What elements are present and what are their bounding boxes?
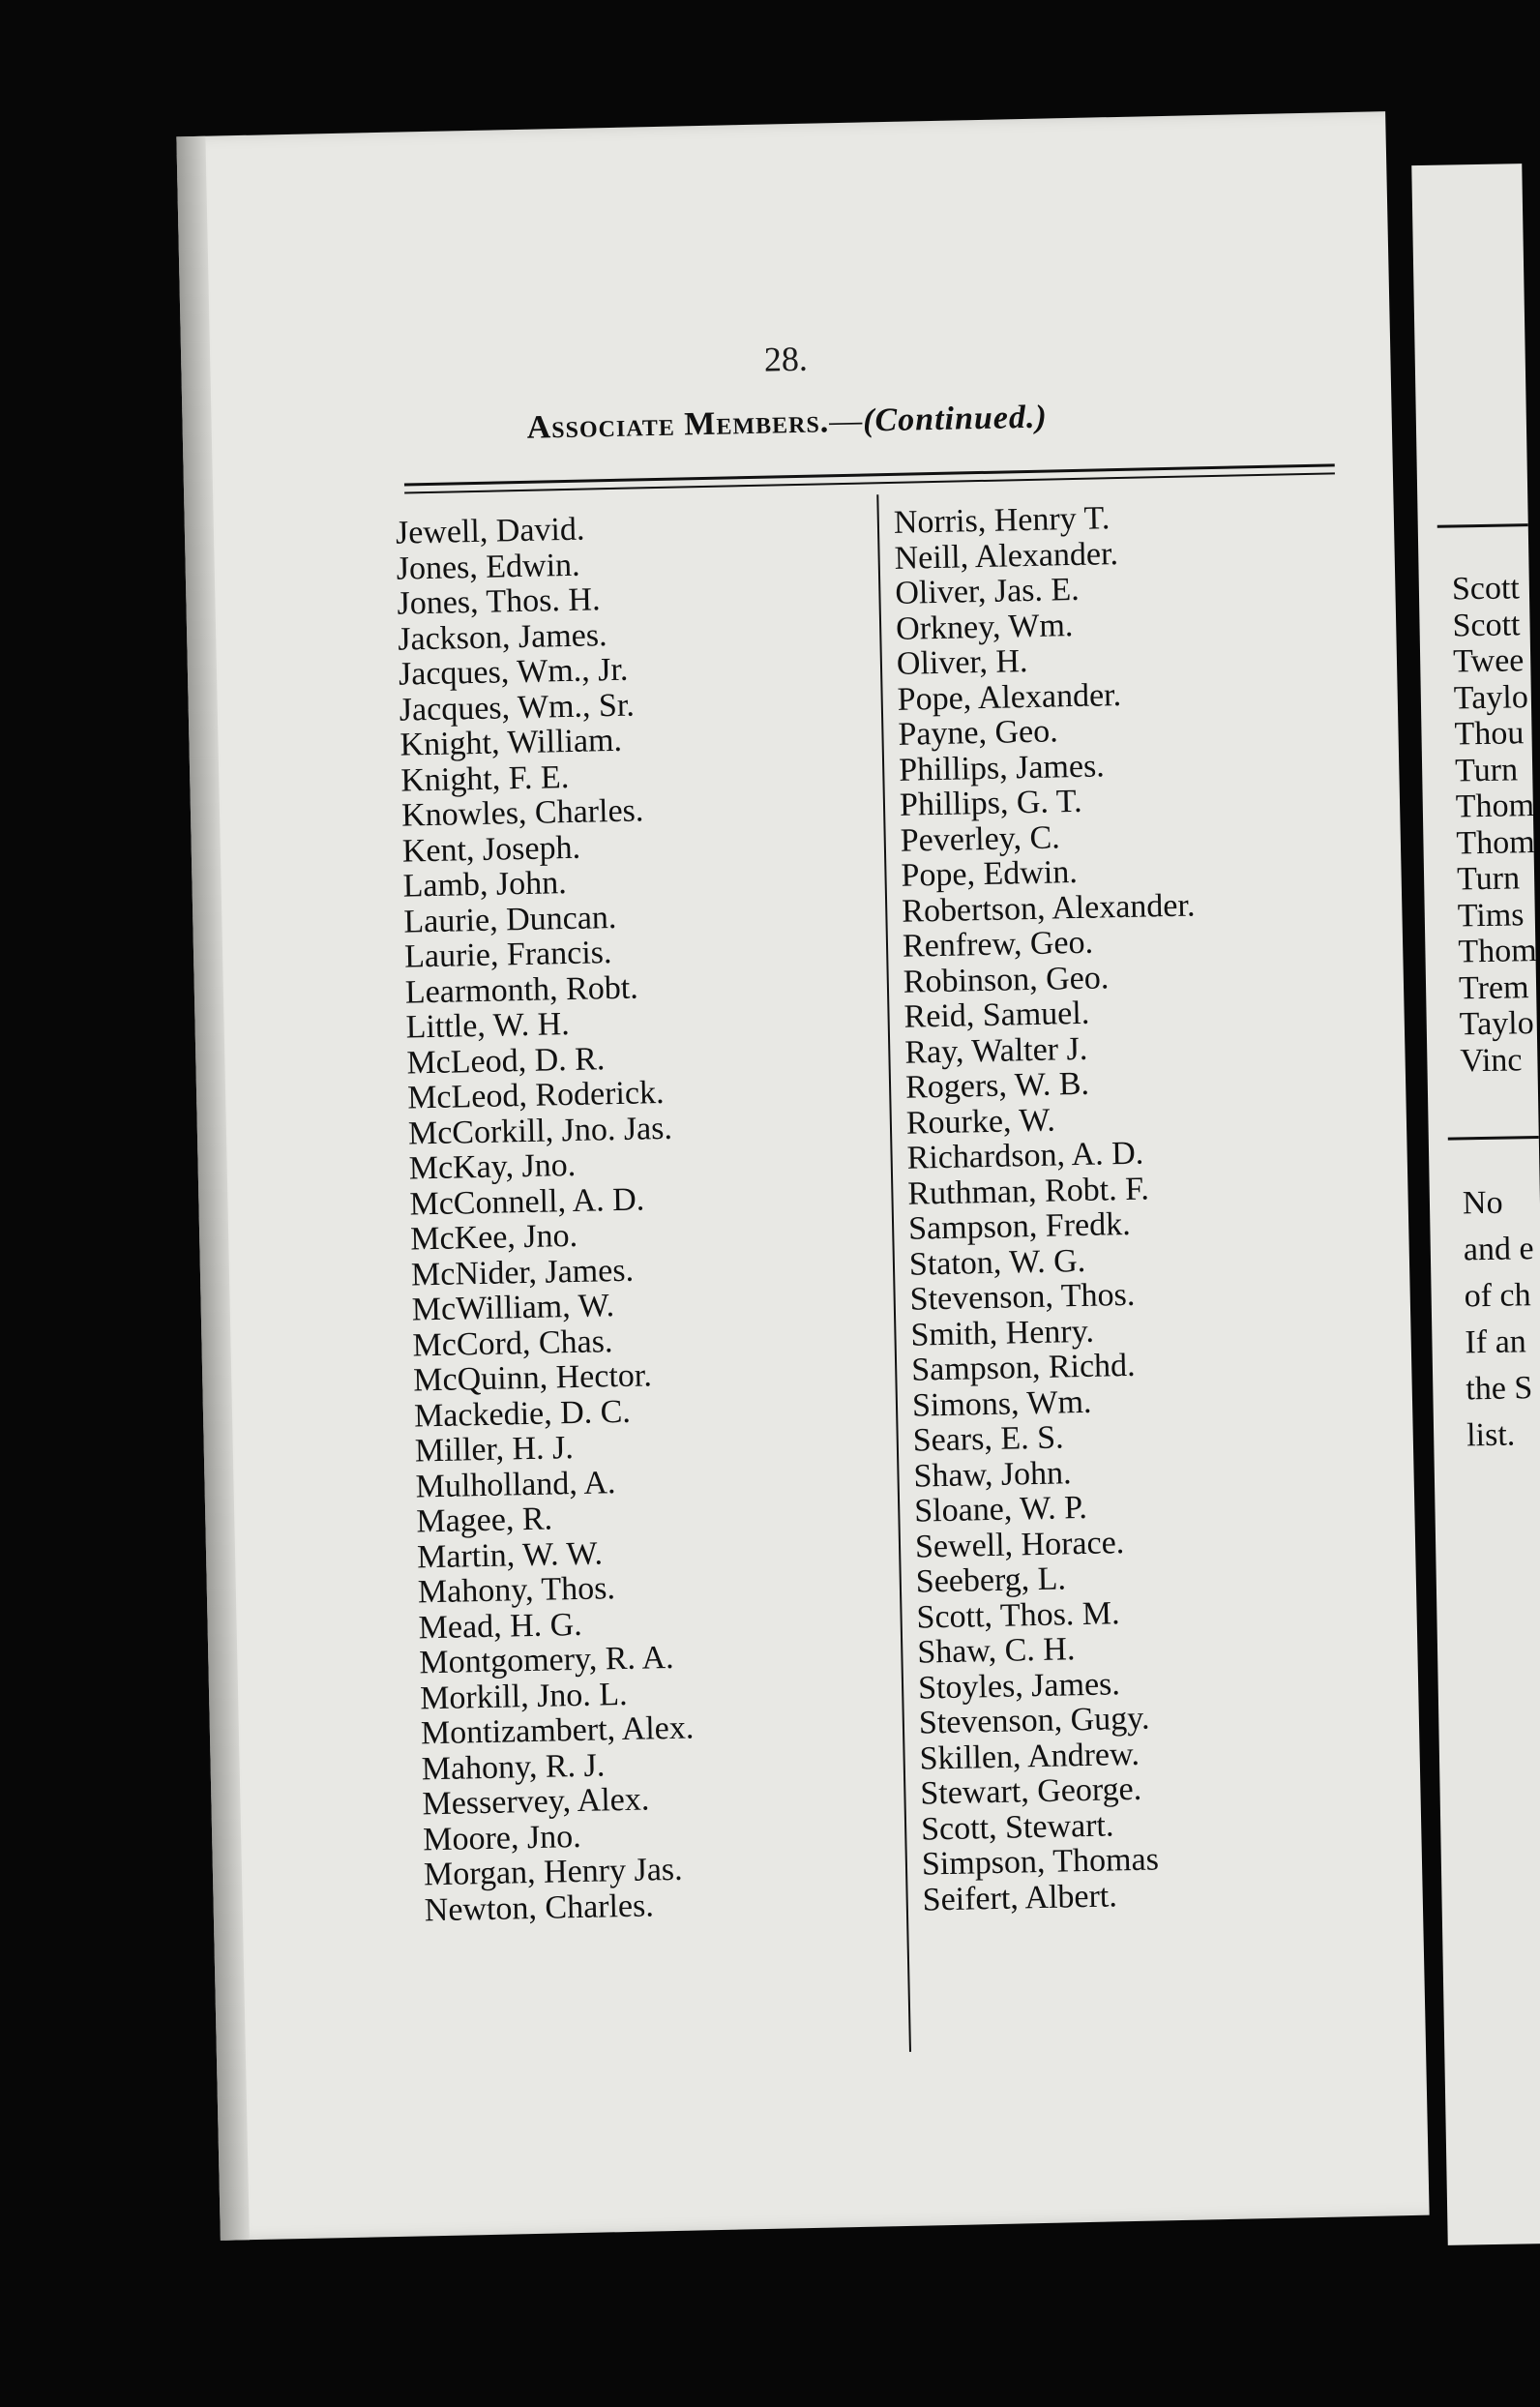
member-name: Shaw, John. bbox=[913, 1454, 1072, 1495]
member-name: Montizambert, Alex. bbox=[420, 1709, 695, 1752]
member-name: Stevenson, Gugy. bbox=[918, 1700, 1150, 1741]
member-name: Phillips, James. bbox=[898, 747, 1106, 788]
adjacent-page-fragment bbox=[1411, 163, 1540, 2245]
adjacent-list-item: Taylo bbox=[1453, 678, 1529, 716]
adjacent-list-item: Turn bbox=[1454, 751, 1519, 788]
adjacent-heading-rule bbox=[1437, 523, 1528, 528]
member-name: Payne, Geo. bbox=[898, 713, 1059, 753]
member-name: McKay, Jno. bbox=[408, 1146, 577, 1187]
member-name: Messervey, Alex. bbox=[422, 1781, 650, 1823]
member-name: Jacques, Wm., Jr. bbox=[398, 651, 629, 693]
member-name: Stoyles, James. bbox=[917, 1665, 1121, 1707]
member-name: Knowles, Charles. bbox=[400, 792, 644, 834]
section-heading bbox=[182, 392, 1392, 454]
member-name: Oliver, Jas. E. bbox=[895, 571, 1081, 611]
member-list-right bbox=[894, 500, 1217, 1918]
adjacent-section-rule bbox=[1448, 1136, 1539, 1141]
member-name: Pope, Alexander. bbox=[897, 676, 1122, 718]
adjacent-note-line: and e bbox=[1463, 1231, 1534, 1268]
member-name: Oliver, H. bbox=[896, 643, 1028, 682]
adjacent-list-item: Turn bbox=[1456, 860, 1521, 898]
member-name: Stevenson, Thos. bbox=[909, 1276, 1136, 1318]
member-name: McConnell, A. D. bbox=[409, 1180, 645, 1223]
heading-continued: (Continued.) bbox=[862, 399, 1049, 439]
member-name: Mead, H. G. bbox=[418, 1606, 583, 1646]
adjacent-name-list bbox=[1452, 570, 1539, 1079]
member-name: Laurie, Duncan. bbox=[403, 899, 617, 940]
adjacent-list-item: Thom bbox=[1455, 787, 1535, 825]
adjacent-note-line: of ch bbox=[1464, 1277, 1531, 1315]
member-name: Simpson, Thomas bbox=[921, 1841, 1160, 1883]
member-name: Seifert, Albert. bbox=[922, 1877, 1118, 1918]
member-name: Pope, Edwin. bbox=[901, 853, 1079, 894]
member-name: McLeod, D. R. bbox=[406, 1040, 606, 1082]
member-name: McKee, Jno. bbox=[409, 1217, 578, 1258]
member-name: Robinson, Geo. bbox=[903, 959, 1110, 1000]
member-name: McNider, James. bbox=[410, 1252, 635, 1293]
member-name: Laurie, Francis. bbox=[403, 935, 612, 975]
member-name: Robertson, Alexander. bbox=[901, 886, 1196, 930]
member-name: Sampson, Fredk. bbox=[907, 1205, 1132, 1247]
member-name: Scott, Thos. M. bbox=[916, 1594, 1120, 1636]
adjacent-list-item: Vinc bbox=[1460, 1041, 1523, 1079]
member-name: Staton, W. G. bbox=[908, 1242, 1086, 1283]
member-name: Jackson, James. bbox=[397, 616, 607, 658]
adjacent-note-line: If an bbox=[1465, 1323, 1527, 1361]
member-name: Jones, Edwin. bbox=[396, 547, 580, 587]
member-name: Richardson, A. D. bbox=[906, 1135, 1144, 1176]
member-name: Miller, H. J. bbox=[414, 1430, 575, 1470]
member-name: Learmonth, Robt. bbox=[404, 969, 639, 1011]
member-name: McCorkill, Jno. Jas. bbox=[407, 1110, 673, 1152]
adjacent-list-item: Tims bbox=[1457, 896, 1525, 934]
member-name: Ruthman, Robt. F. bbox=[907, 1171, 1150, 1212]
member-name: Rogers, W. B. bbox=[904, 1065, 1090, 1106]
member-name: Phillips, G. T. bbox=[899, 783, 1082, 823]
member-name: Renfrew, Geo. bbox=[902, 924, 1094, 965]
member-name: Shaw, C. H. bbox=[916, 1631, 1076, 1671]
member-name: Newton, Charles. bbox=[424, 1887, 655, 1928]
member-list-left bbox=[396, 511, 698, 1929]
adjacent-list-item: Scott bbox=[1451, 570, 1521, 608]
member-name: Sampson, Richd. bbox=[910, 1347, 1136, 1388]
member-name: Magee, R. bbox=[416, 1501, 553, 1540]
member-name: Orkney, Wm. bbox=[895, 607, 1074, 647]
member-name: McQuinn, Hector. bbox=[412, 1357, 653, 1399]
adjacent-list-item: Trem bbox=[1458, 968, 1529, 1006]
adjacent-note-line: No bbox=[1462, 1184, 1503, 1222]
member-name: Morgan, Henry Jas. bbox=[423, 1851, 683, 1893]
member-name: Mulholland, A. bbox=[415, 1464, 616, 1504]
adjacent-note-text bbox=[1463, 1179, 1538, 1459]
member-name: Seeberg, L. bbox=[915, 1560, 1067, 1600]
member-name: Knight, F. E. bbox=[400, 758, 570, 799]
member-name: Jewell, David. bbox=[395, 511, 585, 551]
member-name: Skillen, Andrew. bbox=[919, 1736, 1140, 1777]
member-name: Kent, Joseph. bbox=[401, 829, 581, 870]
member-name: Rourke, W. bbox=[905, 1102, 1056, 1142]
member-name: McCord, Chas. bbox=[412, 1322, 613, 1363]
member-name: Peverley, C. bbox=[900, 818, 1061, 859]
member-name: Martin, W. W. bbox=[416, 1534, 604, 1575]
book-page-28 bbox=[176, 111, 1429, 2241]
member-name: Little, W. H. bbox=[405, 1006, 571, 1046]
member-name: Smith, Henry. bbox=[910, 1313, 1095, 1353]
member-name: Knight, William. bbox=[400, 722, 623, 763]
member-name: McWilliam, W. bbox=[411, 1288, 615, 1328]
adjacent-note-line: the S bbox=[1466, 1370, 1533, 1408]
member-name: Simons, Wm. bbox=[911, 1383, 1092, 1424]
member-name: Norris, Henry T. bbox=[893, 500, 1111, 541]
adjacent-list-item: Thom bbox=[1458, 933, 1537, 970]
adjacent-list-item: Twee bbox=[1452, 642, 1525, 680]
adjacent-list-item: Thom bbox=[1456, 823, 1536, 861]
member-name: Morkill, Jno. L. bbox=[419, 1676, 628, 1716]
heading-dash: — bbox=[828, 402, 864, 440]
member-name: Mahony, R. J. bbox=[421, 1746, 606, 1787]
member-name: Scott, Stewart. bbox=[920, 1806, 1114, 1848]
member-name: Montgomery, R. A. bbox=[419, 1639, 674, 1681]
heading-title: Associate Members. bbox=[526, 403, 830, 446]
member-name: Sears, E. S. bbox=[912, 1419, 1064, 1459]
member-name: McLeod, Roderick. bbox=[406, 1074, 665, 1116]
member-name: Lamb, John. bbox=[402, 865, 568, 905]
page-number: 28. bbox=[763, 339, 809, 379]
adjacent-list-item: Thou bbox=[1454, 715, 1525, 753]
adjacent-list-item: Taylo bbox=[1459, 1005, 1534, 1043]
member-name: Jones, Thos. H. bbox=[397, 581, 601, 622]
member-name: Sewell, Horace. bbox=[914, 1524, 1125, 1565]
adjacent-list-item: Scott bbox=[1452, 606, 1521, 643]
member-name: Stewart, George. bbox=[920, 1770, 1142, 1812]
member-name: Sloane, W. P. bbox=[913, 1489, 1088, 1530]
member-name: Reid, Samuel. bbox=[903, 995, 1090, 1035]
adjacent-note-line: list. bbox=[1466, 1416, 1516, 1454]
member-name: Neill, Alexander. bbox=[894, 535, 1119, 577]
member-name: Moore, Jno. bbox=[422, 1818, 582, 1857]
member-name: Mahony, Thos. bbox=[417, 1570, 616, 1611]
member-name: Ray, Walter J. bbox=[903, 1030, 1088, 1071]
member-name: Jacques, Wm., Sr. bbox=[399, 687, 636, 728]
member-name: Mackedie, D. C. bbox=[413, 1393, 632, 1434]
